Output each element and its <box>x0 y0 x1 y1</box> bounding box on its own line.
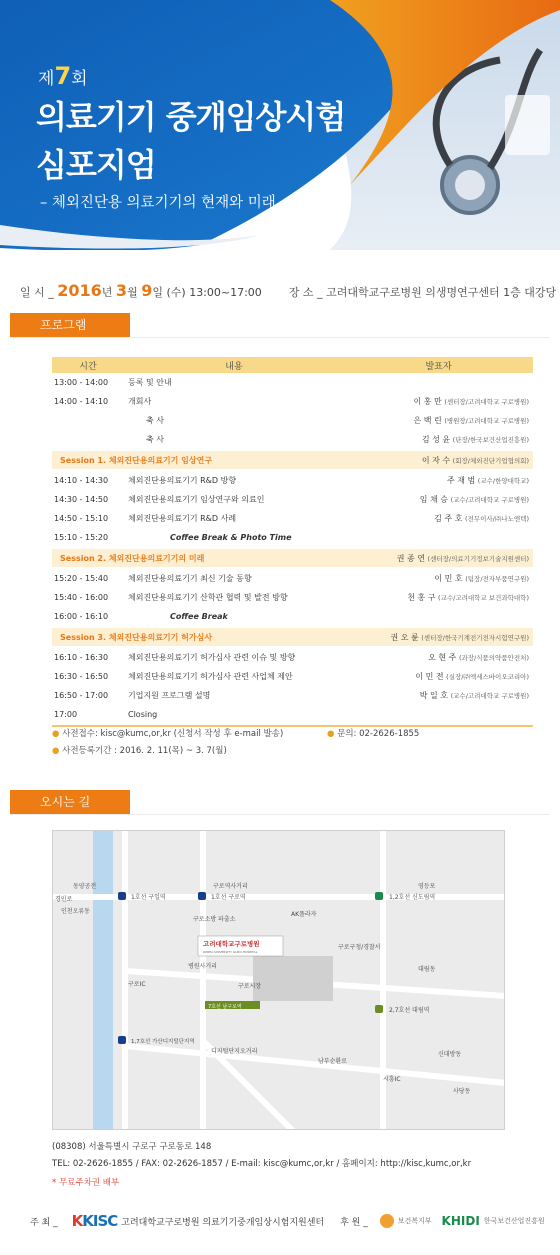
host-label: 주 최 _ <box>30 1217 58 1228</box>
parking-note: * 무료주차권 배부 <box>52 1178 120 1188</box>
sponsor-label: 후 원 _ <box>340 1217 368 1228</box>
bullet-icon: ● <box>52 729 60 739</box>
footer <box>30 1212 545 1230</box>
map-label: 고려대학교구로병원 <box>203 940 260 948</box>
table-row: 14:30 - 14:50 체외진단용의료기기 임상연구와 의료인 임 채 승 (교수/고려대학교 구로병원) <box>54 495 529 504</box>
page-title-line1: 의료기기 중개임상시험 <box>36 98 346 136</box>
map-label: 1,2호선 신도림역 <box>389 894 436 901</box>
program-tab: 프로그램 <box>10 313 130 337</box>
header-time: 시간 <box>79 361 97 372</box>
event-place: 고려대학교구로병원 의생명연구센터 1층 대강당 <box>326 286 557 299</box>
directions-tab: 오시는 길 <box>10 790 130 814</box>
map-label: 1호선 구로역 <box>211 894 246 901</box>
event-time: (수) 13:00~17:00 <box>166 286 262 299</box>
address-line: (08308) 서울특별시 구로구 구로동로 148 <box>52 1142 212 1152</box>
header-content: 내용 <box>225 361 243 372</box>
map-label: 대림동 <box>418 966 436 973</box>
table-row: 15:20 - 15:40 체외진단용의료기기 최신 기술 동향 이 민 호 (팀장/전자부품연구원) <box>54 574 529 583</box>
map-label: 영등포 <box>418 883 436 890</box>
bullet-icon: ● <box>52 746 60 756</box>
map-label: 동양공전 <box>73 883 97 890</box>
header-banner <box>0 0 560 250</box>
edition-label: 제7회 <box>38 62 88 90</box>
table-row: 17:00 Closing <box>54 710 158 719</box>
table-row: 16:30 - 16:50 체외진단용의료기기 허가심사 관련 사업체 제안 이 민 전 (실장/㈜엑세스바이오코리아) <box>54 672 529 681</box>
place-label: 장 소 _ <box>288 286 323 299</box>
sponsor2-name: 한국보건산업진흥원 <box>483 1217 545 1225</box>
map-label: 구로소방 파출소 <box>193 916 236 923</box>
river <box>93 831 113 1130</box>
table-row: 축 사 은 백 린 (병원장/고려대학교 구로병원) <box>146 416 529 425</box>
host-name: 고려대학교구로병원 의료기기중개임상시험지원센터 <box>121 1217 325 1228</box>
map-label: 남부순환로 <box>318 1058 347 1065</box>
khidi-logo: KHIDI <box>441 1214 480 1228</box>
table-row: 16:50 - 17:00 기업지원 프로그램 설명 박 일 호 (교수/고려대학교 구로병원) <box>54 691 529 700</box>
map-label: 구로구청/경찰서 <box>338 944 381 951</box>
event-info: 일 시 _ 2016년 3월 9일 (수) 13:00~17:00 장 소 _ 고려대학교구로병원 의생명연구센터 1층 대강당 <box>20 281 557 300</box>
table-row: 축 사 김 성 윤 (단장/한국보건산업진흥원) <box>146 435 529 444</box>
program-table <box>52 357 533 727</box>
bullet-icon: ● <box>327 729 335 739</box>
session-1-header: Session 1. 체외진단용의료기기 임상연구 이 자 수 (회장/체외진단기업협의회) <box>52 451 533 469</box>
registration-notes <box>52 726 283 760</box>
map-label: 구로역사거리 <box>213 883 248 890</box>
contact-note: ● 문의: 02-2626-1855 <box>327 729 420 739</box>
table-row: 15:10 - 15:20 Coffee Break & Photo Time <box>54 533 292 542</box>
date-month: 3 <box>115 281 128 300</box>
table-row: 15:40 - 16:00 체외진단용의료기기 산학관 협력 및 발전 방향 천 홍 구 (교수/고려대학교 보건과학대학) <box>54 593 529 602</box>
table-row: 16:00 - 16:10 Coffee Break <box>54 612 228 621</box>
date-label: 일 시 _ <box>20 286 54 299</box>
table-row: 14:50 - 15:10 체외진단용의료기기 R&D 사례 김 주 호 (전무이사/㈜나노엔텍) <box>54 514 529 523</box>
table-row: 13:00 - 14:00 등록 및 안내 <box>54 378 172 387</box>
divider <box>10 337 550 338</box>
divider <box>10 814 550 815</box>
sponsor1-name: 보건복지부 <box>397 1217 432 1225</box>
kisc-logo: KKISC <box>71 1212 118 1230</box>
map-label: 경인로 <box>55 896 73 903</box>
address-block <box>52 1139 471 1173</box>
map-label: 신대방동 <box>438 1051 462 1058</box>
location-map <box>52 830 505 1130</box>
table-row: 14:10 - 14:30 체외진단용의료기기 R&D 방향 주 재 범 (교수/한양대학교) <box>54 476 529 485</box>
map-label: 디지털단지오거리 <box>211 1048 258 1055</box>
map-label: 구로시장 <box>238 983 262 990</box>
session-2-header: Session 2. 체외진단용의료기기의 미래 권 종 연 (센터장/의료기기정보기술지원센터) <box>52 549 533 567</box>
register-note: 사전접수: kisc@kumc,or,kr (신청서 작성 후 e-mail 발송) <box>62 729 284 739</box>
date-year: 2016 <box>57 281 102 300</box>
ministry-logo-icon <box>380 1214 394 1228</box>
map-label: 1,7호선 가산디지털단지역 <box>131 1039 195 1045</box>
map-label: 1호선 구일역 <box>131 894 166 901</box>
map-label: KOREA UNIVERSITY GURO HOSPITAL <box>203 950 258 954</box>
table-row: 16:10 - 16:30 체외진단용의료기기 허가심사 관련 이슈 및 방향 오 현 주 (과장/식품의약품안전처) <box>54 653 529 662</box>
header-speaker: 발표자 <box>425 361 452 372</box>
date-day: 9 <box>141 281 153 300</box>
table-row: 14:00 - 14:10 개회사 이 홍 만 (센터장/고려대학교 구로병원) <box>54 397 529 406</box>
map-label: 시흥IC <box>383 1076 401 1083</box>
session-3-header: Session 3. 체외진단용의료기기 허가심사 권 오 륜 (센터장/한국기계전기전자시험연구원) <box>52 628 533 646</box>
table-header <box>52 357 533 373</box>
contact-line: TEL: 02-2626-1855 / FAX: 02-2626-1857 / E-mail: kisc@kumc,or,kr / 홈페이지: http://kisc,kumc,or,kr <box>52 1159 472 1169</box>
map-label: 인천오류동 <box>61 908 90 915</box>
map-label: 7호선 남구로역 <box>208 1004 242 1010</box>
map-label: 병원사거리 <box>188 963 217 970</box>
map-label: AK플라자 <box>291 911 317 918</box>
page-subtitle: – 체외진단용 의료기기의 현재와 미래 – <box>40 195 288 211</box>
map-label: 사당동 <box>453 1088 471 1095</box>
period-note: 사전등록기간 : 2016. 2. 11(목) ~ 3. 7(월) <box>62 746 227 756</box>
page-title-line2: 심포지엄 <box>36 146 156 184</box>
map-label: 2,7호선 대림역 <box>389 1007 430 1014</box>
map-label: 구로IC <box>128 981 146 988</box>
